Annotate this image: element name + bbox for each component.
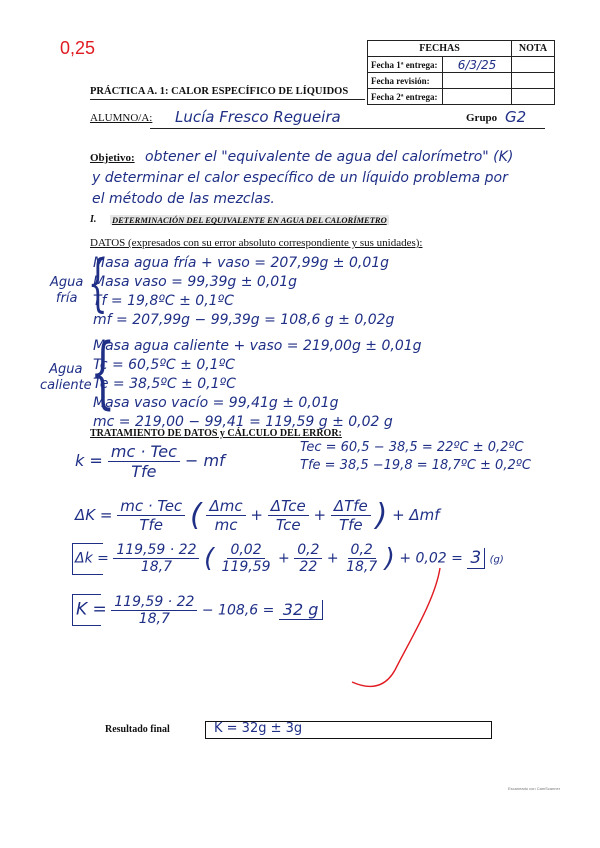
agua-fria-label-1: Agua (50, 275, 84, 290)
formula-k-num: mc · Tec (108, 442, 180, 462)
formula-dk-t2-num: ΔTce (268, 497, 309, 516)
formula-dk-num: mc · Tec (117, 497, 185, 516)
grupo-value: G2 (505, 108, 527, 126)
agua-fria-label-2: fría (55, 291, 78, 306)
objetivo-line-3: el método de las mezclas. (92, 191, 275, 207)
formula-dk-t1-num: Δmc (206, 497, 245, 516)
formula-dk-t3-num: ΔTfe (331, 497, 371, 516)
nota-cell-2 (512, 73, 555, 89)
resultado-value: K = 32g ± 3g (214, 721, 303, 736)
objetivo-line-2: y determinar el calor específico de un líquido problema por (92, 170, 508, 186)
formula-k-tail: − mf (185, 451, 225, 470)
calc-dk-t3-num: 0,2 (348, 542, 376, 559)
nota-cell-3 (512, 89, 555, 105)
formula-dk-t1-den: mc (214, 516, 238, 534)
calc-dk-term-2 (294, 542, 322, 575)
fechas-table (367, 40, 555, 105)
calc-dk-tail: + 0,02 = (399, 550, 463, 567)
tfe-line: Tfe = 38,5 −19,8 = 18,7ºC ± 0,2ºC (300, 458, 531, 473)
formula-dk-term-1 (206, 497, 245, 534)
tec-line: Tec = 60,5 − 38,5 = 22ºC ± 0,2ºC (300, 440, 524, 455)
agua-fria-line-2: Masa vaso = 99,39g ± 0,01g (93, 274, 297, 290)
alumno-value: Lucía Fresco Regueira (175, 108, 341, 126)
fecha-revision-value (443, 73, 512, 89)
agua-fria-brace: { (87, 246, 108, 319)
calc-k-result: 32 g (279, 600, 324, 620)
practice-title: PRÁCTICA A. 1: CALOR ESPECÍFICO DE LÍQUIDOS (90, 86, 349, 97)
calc-dk: Δk = $\frac{119,59 \cdot 22}{18,7}$ ( $\frac{0,02}{119,59}$ + $\frac{0,2}{22}$ + $\frac{0,2}{18,7}$ ) + 0,02 = 3 (g) (75, 542, 504, 575)
agua-caliente-line-3: Te = 38,5ºC ± 0,1ºC (93, 376, 236, 392)
agua-caliente-label (40, 362, 92, 394)
calc-dk-t1-num: 0,02 (227, 542, 264, 559)
close-paren: ) (375, 498, 388, 533)
resultado-label: Resultado final (105, 724, 170, 735)
resultado-box (205, 721, 492, 739)
fecha-revision-label: Fecha revisión: (368, 73, 443, 89)
agua-caliente-label-2: caliente (40, 378, 92, 393)
agua-caliente-brace: { (90, 328, 116, 418)
agua-fria-line-4: mf = 207,99g − 99,39g = 108,6 g ± 0,02g (93, 312, 395, 328)
grupo-label: Grupo (466, 112, 498, 124)
calc-dk-t2-den: 22 (299, 559, 318, 575)
section-number: I. (90, 214, 97, 225)
scanner-footer: Escaneado con CamScanner (508, 786, 561, 791)
alumno-label: ALUMNO/A: (90, 112, 153, 124)
calc-dk-result: 3 (467, 548, 485, 569)
calc-dk-close-paren: ) (384, 543, 395, 574)
formula-dk-lhs: ΔK = (75, 506, 113, 524)
correction-check-mark (340, 560, 450, 700)
tratamiento-label: TRATAMIENTO DE DATOS y CÁLCULO DEL ERROR: (90, 428, 342, 439)
agua-caliente-line-1: Masa agua caliente + vaso = 219,00g ± 0,01g (93, 338, 422, 354)
formula-dk-t2-den: Tce (275, 516, 301, 534)
datos-label: DATOS (expresados con su error absoluto correspondiente y sus unidades): (90, 237, 423, 249)
calc-dk-num: 119,59 · 22 (113, 542, 199, 559)
grade-mark: 0,25 (60, 38, 96, 58)
formula-k (75, 442, 225, 481)
formula-dk-term-3 (331, 497, 371, 534)
formula-dk-fraction (117, 497, 185, 534)
formula-dk: ΔK = $\frac{\text{mc · Tec}}{\text{Tfe}}$ ( $\frac{\text{Δmc}}{mc}$ + $\frac{\text{ΔTce}}{\text{Tce}}$ + $\frac{\text{ΔTfe}}{\text{Tfe}}$ ) + Δmf (75, 497, 440, 534)
agua-fria-line-1: Masa agua fría + vaso = 207,99g ± 0,01g (93, 255, 390, 271)
objetivo-label: Objetivo: (90, 152, 135, 164)
formula-dk-t3-den: Tfe (338, 516, 363, 534)
calc-dk-lhs: Δk = (75, 550, 109, 567)
calc-k-den: 18,7 (138, 611, 170, 627)
agua-fria-line-3: Tf = 19,8ºC ± 0,1ºC (93, 293, 234, 309)
calc-dk-fraction (113, 542, 199, 575)
calc-dk-open-paren: ( (203, 543, 215, 574)
fecha-2-value (443, 89, 512, 105)
formula-k-den: Tfe (131, 462, 157, 481)
nota-header: NOTA (512, 41, 555, 57)
formula-dk-tail: + Δmf (392, 506, 440, 524)
calc-k-num: 119,59 · 22 (111, 594, 197, 611)
calc-dk-unit: (g) (489, 554, 504, 566)
calc-dk-den: 18,7 (140, 559, 172, 575)
agua-fria-label (50, 275, 83, 307)
alumno-line (150, 128, 545, 129)
agua-caliente-line-5: mc = 219,00 − 99,41 = 119,59 g ± 0,02 g (93, 414, 393, 430)
agua-caliente-line-4: Masa vaso vacío = 99,41g ± 0,01g (93, 395, 339, 411)
section-title: DETERMINACIÓN DEL EQUIVALENTE EN AGUA DEL CALORÍMETRO (112, 215, 387, 225)
objetivo-line-1: obtener el "equivalente de agua del calorímetro" (K) (145, 149, 514, 165)
formula-dk-den: Tfe (139, 516, 164, 534)
fecha-1-label: Fecha 1ª entrega: (368, 57, 443, 73)
calc-dk-t3-den: 18,7 (346, 559, 378, 575)
calc-dk-t1-den: 119,59 (221, 559, 271, 575)
formula-k-lhs: k = (75, 451, 103, 470)
calc-k-tail: − 108,6 = (201, 602, 275, 619)
agua-caliente-label-1: Agua (49, 362, 83, 377)
fechas-header: FECHAS (368, 41, 512, 57)
nota-cell-1 (512, 57, 555, 73)
calc-dk-t2-num: 0,2 (294, 542, 322, 559)
calc-dk-term-1 (219, 542, 274, 575)
formula-dk-term-2 (268, 497, 309, 534)
open-paren: ( (189, 498, 202, 533)
agua-caliente-line-2: Tc = 60,5ºC ± 0,1ºC (93, 357, 235, 373)
calc-k-fraction (111, 594, 197, 627)
fecha-1-value: 6/3/25 (443, 57, 512, 73)
calc-k-lhs: K = (76, 599, 107, 620)
title-underline (90, 99, 365, 100)
formula-k-fraction (108, 442, 180, 481)
calc-k (76, 594, 323, 627)
fecha-2-label: Fecha 2ª entrega: (368, 89, 443, 105)
